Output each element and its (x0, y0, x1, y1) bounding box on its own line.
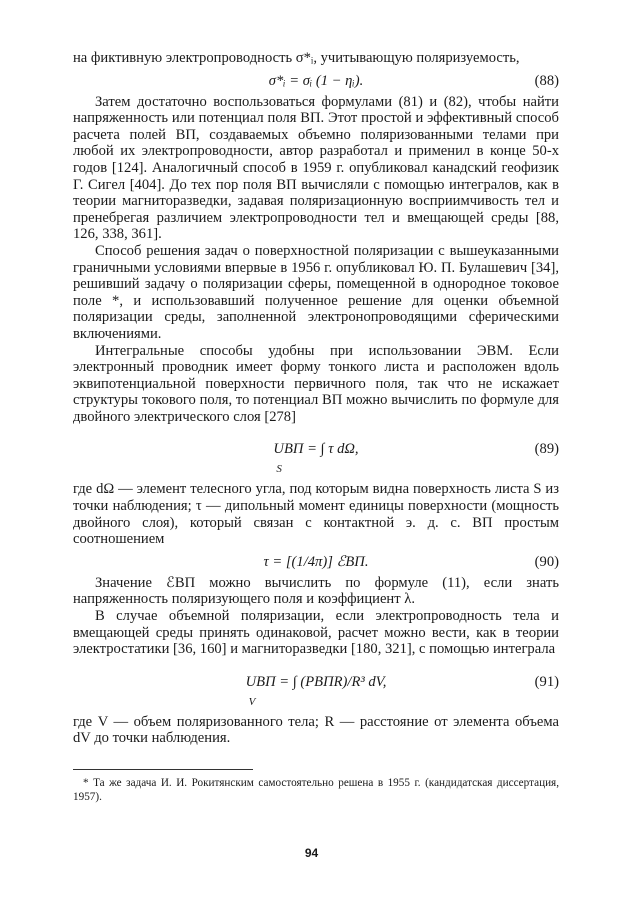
formula-88-expression: σ*ᵢ = σᵢ (1 − ηᵢ). (268, 72, 364, 89)
footnote: * Та же задача И. И. Рокитянским самостоятельно решена в 1955 г. (кандидатская диссертация, 1957). (73, 777, 559, 803)
paragraph-method-history: Затем достаточно воспользоваться формулами (81) и (82), чтобы найти напряженность или потенциал поля ВП. Этот простой и эффективный способ расчета полей ВП, создаваемых объемно поляризованными телами при любой их электропроводности, автор разработал и применил в конце 50-х годов [124]. Аналогичный способ в 1959 г. опубликовал канадский геофизик Г. Сигел [404]. До тех пор поля ВП вычисляли с помощью интегралов, как в теории магниторазведки, задавая поляризационную восприимчивость тел и пренебрегая различием электропроводности тел и вмещающей среды [88, 126, 338, 361]. (73, 93, 559, 243)
formula-91-text: UВП = ∫ (PВПR)/R³ dV, (245, 673, 387, 690)
page-body (73, 50, 559, 804)
formula-89-number: (89) (534, 441, 559, 458)
formula-89-text: UВП = ∫ τ dΩ, (273, 441, 359, 458)
formula-88 (73, 73, 559, 90)
paragraph-intro: на фиктивную электропроводность σ*ᵢ, учитывающую поляризуемость, (73, 50, 520, 66)
integral-89-subscript: S (276, 463, 282, 476)
paragraph-volume-polarization: В случае объемной поляризации, если электропроводность тела и вмещающей среды принять одинаковой, расчет можно вести, как в теории электростатики [36, 160] и магниторазведки [180, 321], с помощью интеграла (73, 608, 559, 658)
integral-91 (245, 673, 387, 708)
formula-89 (73, 431, 559, 476)
page-number: 94 (304, 846, 319, 860)
integral-89 (273, 441, 359, 476)
formula-90-number: (90) (534, 553, 559, 570)
paragraph-emf-value: Значение ℰВП можно вычислить по формуле (11), если знать напряженность поляризующего поля и коэффициент λ. (73, 574, 559, 608)
paragraph-definitions: где V — объем поляризованного тела; R — расстояние от элемента объема dV до точки наблюдения. (73, 713, 559, 747)
paragraph-surface-polarization: Способ решения задач о поверхностной поляризации с вышеуказанными граничными условиями впервые в 1956 г. опубликовал Ю. П. Булашевич [34], решивший задачу о поляризации сферы, помещенной в однородное токовое поле *, и использовавший полученное решение для оценки объемной поляризации среды, заполненной электронопроводящими сферическими включениями. (73, 242, 559, 342)
formula-91-number: (91) (534, 673, 559, 690)
paragraph-solid-angle: где dΩ — элемент телесного угла, под которым видна поверхность листа S из точки наблюдения; τ — дипольный момент единицы поверхности (мощность двойного слоя), который связан с контактной э. д. с. ВП простым соотношением (73, 481, 559, 548)
paragraph-integral-methods: Интегральные способы удобны при использовании ЭВМ. Если электронный проводник имеет форму тонкого листа и расположен вдоль эквипотенциальной поверхности первичного поля, так что не искажает структуры токового поля, то потенциал ВП можно вычислить по формуле для двойного электрического слоя [278] (73, 342, 559, 425)
formula-88-number: (88) (534, 72, 559, 89)
formula-89-expression (73, 441, 559, 476)
formula-91-expression (73, 673, 559, 708)
footnote-divider (73, 769, 253, 770)
formula-90-expression: τ = [(1/4π)] ℰВП. (263, 553, 369, 570)
formula-90 (73, 554, 559, 571)
integral-91-subscript: V (248, 695, 256, 708)
formula-91 (73, 664, 559, 708)
